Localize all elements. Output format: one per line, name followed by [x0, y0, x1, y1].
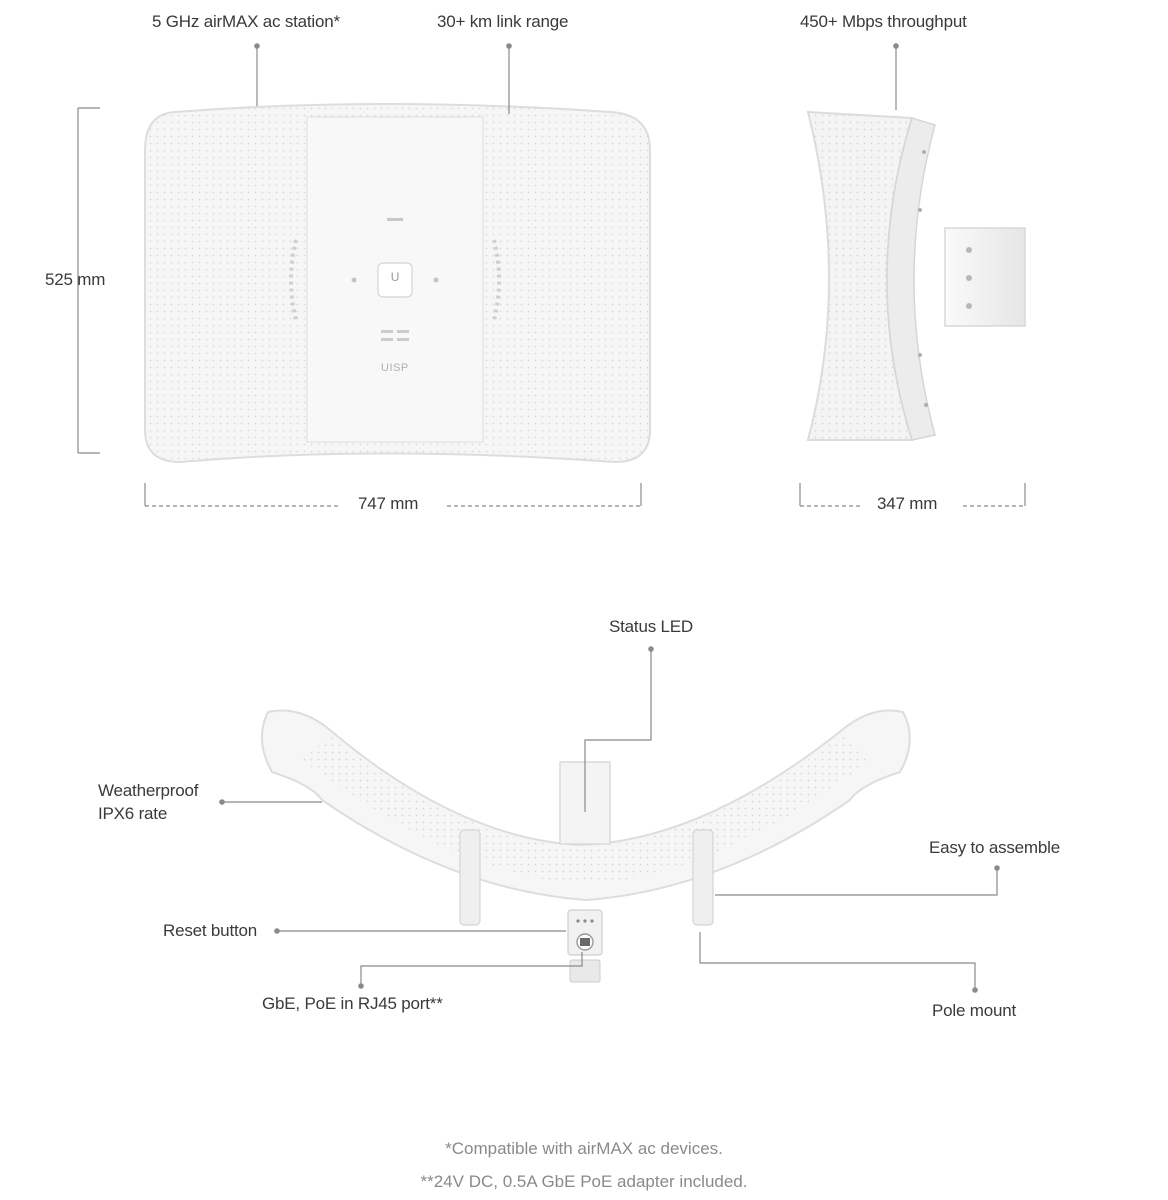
feature-throughput-label: 450+ Mbps throughput: [800, 12, 967, 31]
weatherproof-label-line1: Weatherproof: [98, 781, 199, 800]
status-led-label: Status LED: [609, 617, 693, 636]
height-dimension-label: 525 mm: [45, 270, 106, 289]
feature-range-label: 30+ km link range: [437, 12, 569, 31]
feature-station-label: 5 GHz airMAX ac station*: [152, 12, 340, 31]
side-view-device: [808, 112, 1025, 440]
rj45-port-label: GbE, PoE in RJ45 port**: [262, 994, 443, 1013]
width-dimension-label: 747 mm: [358, 494, 419, 513]
depth-dimension-label: 347 mm: [877, 494, 938, 513]
weatherproof-label-line2: IPX6 rate: [98, 804, 168, 823]
pole-mount-label: Pole mount: [932, 1001, 1016, 1020]
footnote-adapter: **24V DC, 0.5A GbE PoE adapter included.: [420, 1172, 748, 1191]
ubiquiti-logo-mark: U: [390, 270, 400, 284]
reset-button-label: Reset button: [163, 921, 257, 940]
easy-assemble-label: Easy to assemble: [929, 838, 1060, 857]
footnote-compatibility: *Compatible with airMAX ac devices.: [445, 1139, 723, 1158]
uisp-brand-mark: UISP: [381, 362, 409, 374]
top-view-device: [262, 710, 910, 982]
